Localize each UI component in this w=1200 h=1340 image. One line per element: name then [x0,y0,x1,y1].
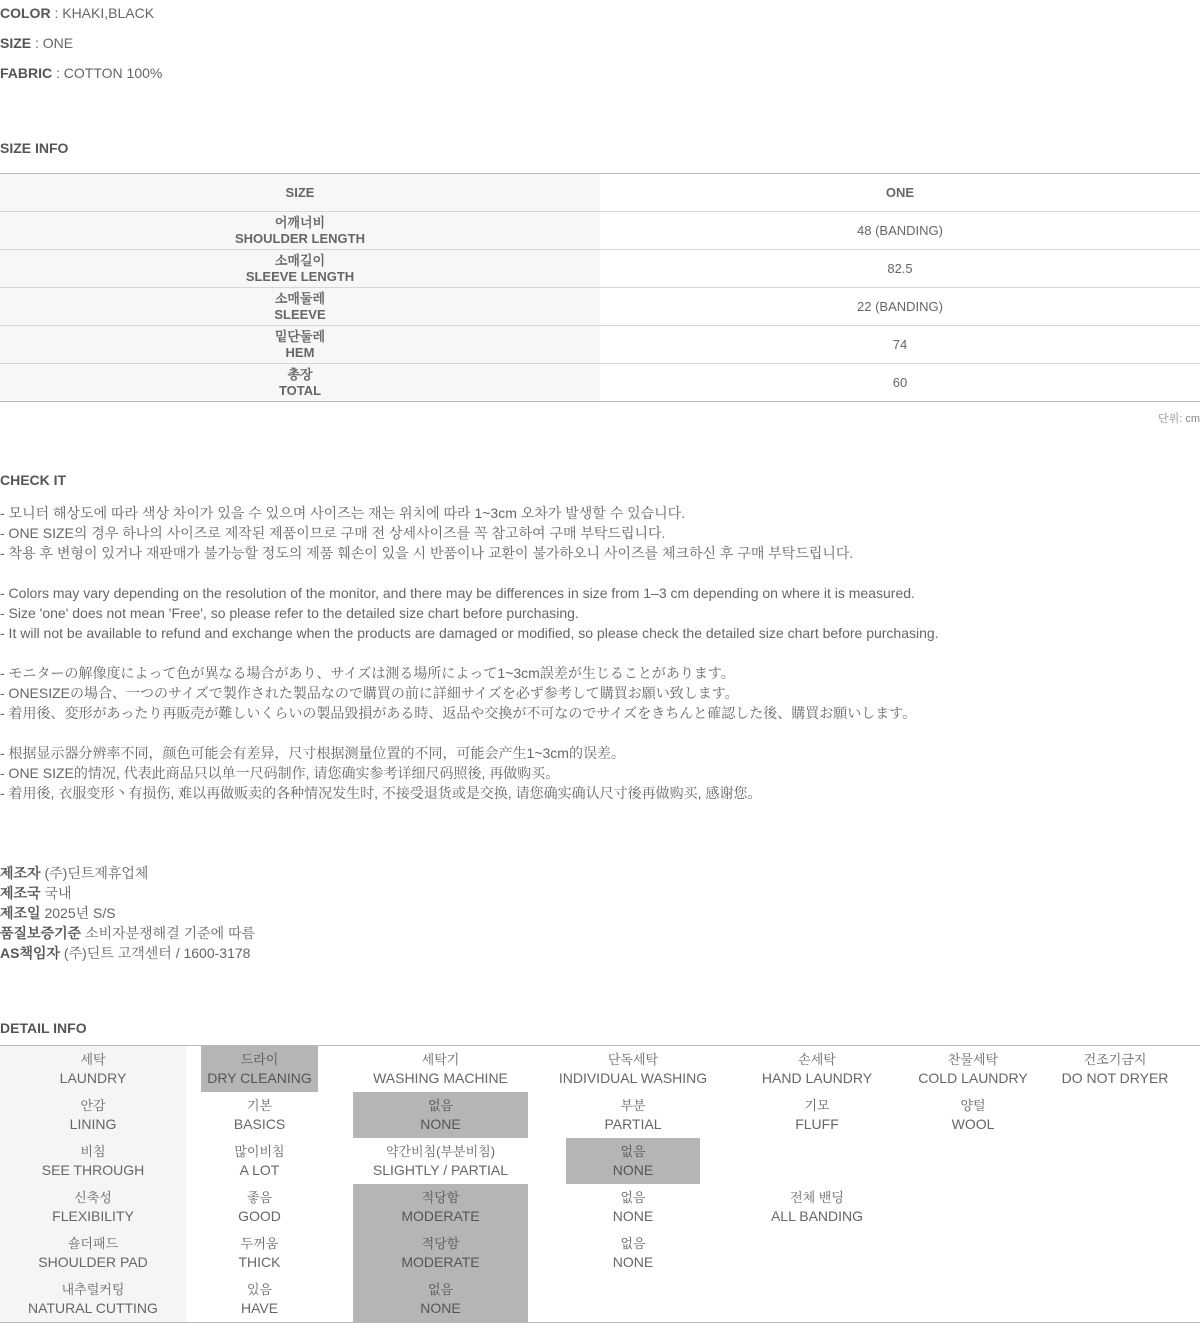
detail-cell-content [0,1046,186,1092]
spec-value: COTTON 100% [63,65,163,81]
detail-cell-content [718,1184,916,1230]
detail-text-ko: 신축성 [74,1190,112,1205]
detail-option-selected [186,1046,333,1093]
detail-cell-content [0,1230,186,1276]
detail-text-ko: 세탁기 [421,1052,460,1067]
maker-value: 국내 [44,885,72,901]
detail-cell-content [0,1092,186,1138]
maker-line [0,943,1200,963]
detail-text-ko: 약간비침(부분비침) [385,1144,496,1159]
detail-option [916,1184,1030,1230]
maker-label: 제조일 [0,905,41,921]
note-line: - ONE SIZE의 경우 하나의 사이즈로 제작된 제품이므로 구매 전 상세사이즈를 꼭 참고하여 구매 부탁드립니다. [0,525,666,541]
detail-cell-content [718,1046,916,1092]
detail-option [548,1184,718,1230]
detail-row-label [0,1230,186,1276]
detail-cell-content [718,1276,916,1322]
detail-text-ko: 비침 [80,1144,106,1159]
detail-cell-content [718,1230,916,1276]
detail-cell-content [916,1184,1030,1230]
detail-option [916,1138,1030,1184]
detail-text-ko: 두꺼움 [240,1236,279,1251]
detail-option [1030,1138,1200,1184]
detail-row [0,1230,1200,1276]
notes-korean [0,503,1200,563]
detail-cell-content [186,1138,333,1184]
check-it-notes [0,503,1200,803]
detail-text-ko: 건조기금지 [1083,1052,1147,1067]
detail-text-en: INDIVIDUAL WASHING [558,1070,708,1086]
size-row-label [0,212,600,250]
size-label-en: SHOULDER LENGTH [235,230,365,246]
size-row [0,250,1200,288]
size-label-ko: 어깨너비 [274,214,326,230]
detail-cell-content [353,1230,528,1276]
detail-cell-content [548,1184,718,1230]
detail-cell-content [916,1092,1030,1138]
detail-text-ko: 단독세탁 [607,1052,659,1067]
size-header-value: ONE [600,174,1200,212]
note-line: - モニターの解像度によって色が異なる場合があり、サイズは測る場所によって1~3cm誤差が生じることがあります。 [0,665,735,681]
size-label-ko: 총장 [287,366,313,382]
detail-cell-content [916,1230,1030,1276]
note-line: - 착용 후 변형이 있거나 재판매가 불가능할 정도의 제품 훼손이 있을 시 반품이나 교환이 불가하오니 사이즈를 체크하신 후 구매 부탁드립니다. [0,545,854,561]
detail-option [916,1046,1030,1093]
detail-text-en: WASHING MACHINE [373,1070,508,1086]
spec-fabric: FABRIC : COTTON 100% [0,65,163,81]
spec-label: FABRIC [0,65,53,81]
note-line: - 着用後、変形があったり再販売が難しいくらいの製品毀損がある時、返品や交換が不可なのでサイズをきちんと確認した後、購買お願いします。 [0,705,917,721]
detail-cell-content [186,1230,333,1276]
detail-text-en: BASICS [233,1116,286,1132]
notes-english [0,583,1200,643]
detail-text-en: WOOL [951,1116,995,1132]
detail-option [186,1276,333,1323]
detail-cell-content [916,1138,1030,1184]
detail-text-en: FLEXIBILITY [52,1208,134,1224]
detail-option [718,1046,916,1093]
size-table [0,173,1200,402]
detail-row-label [0,1184,186,1230]
spec-list [0,0,1200,88]
detail-row-label [0,1092,186,1138]
size-table-header [0,174,1200,212]
detail-text-ko: 기본 [246,1098,273,1113]
detail-text-ko: 적당함 [421,1236,460,1251]
detail-cell-content [548,1046,718,1092]
detail-text-en: NONE [420,1116,461,1132]
check-it-title: CHECK IT [0,472,67,488]
detail-option [718,1138,916,1184]
detail-text-en: THICK [238,1254,281,1270]
detail-text-ko: 부분 [620,1098,646,1113]
detail-option-selected [333,1184,548,1230]
size-unit-note: 단위: cm [1157,413,1200,425]
detail-text-ko: 없음 [427,1098,454,1113]
detail-cell-content [1030,1230,1200,1276]
detail-option [186,1184,333,1230]
maker-line [0,863,1200,883]
detail-text-en: MODERATE [401,1254,480,1270]
detail-text-en: HAVE [240,1300,279,1316]
detail-cell-content [916,1276,1030,1322]
detail-row [0,1046,1200,1093]
size-row-value: 74 [600,326,1200,364]
detail-cell-content [186,1184,333,1230]
detail-cell-content [548,1276,718,1322]
size-info-title: SIZE INFO [0,140,69,156]
detail-option [186,1138,333,1184]
detail-row [0,1092,1200,1138]
note-line: - Size 'one' does not mean 'Free', so please refer to the detailed size chart before purchasing. [0,605,579,621]
size-label-ko: 밑단둘레 [274,328,326,344]
detail-option-selected [333,1092,548,1138]
detail-row [0,1138,1200,1184]
detail-text-en: A LOT [239,1162,280,1178]
size-header-label: SIZE [0,174,600,212]
detail-cell-content [718,1092,916,1138]
detail-option [1030,1230,1200,1276]
detail-option [718,1230,916,1276]
detail-option-selected [333,1230,548,1276]
detail-cell-content [916,1046,1030,1092]
maker-line [0,903,1200,923]
detail-text-en: MODERATE [401,1208,480,1224]
size-row-value: 60 [600,364,1200,402]
detail-text-en: HAND LAUNDRY [761,1070,873,1086]
maker-label: AS책임자 [0,945,61,961]
note-line: - ONESIZEの場合、一つのサイズで製作された製品なので購買の前に詳細サイズを必ず参考して購買お願い致します。 [0,685,739,701]
detail-cell-content [0,1138,186,1184]
maker-value: (주)딘트제휴업체 [44,865,149,881]
detail-table [0,1045,1200,1323]
detail-option [718,1092,916,1138]
detail-text-ko: 없음 [620,1236,646,1251]
detail-cell-content [566,1138,700,1184]
detail-text-ko: 없음 [620,1190,646,1205]
detail-row-label [0,1276,186,1323]
detail-text-ko: 드라이 [240,1052,279,1067]
detail-cell-content [1030,1276,1200,1322]
detail-cell-content [353,1276,528,1322]
note-line: - 모니터 해상도에 따라 색상 차이가 있을 수 있으며 사이즈는 재는 위치에 따라 1~3cm 오차가 발생할 수 있습니다. [0,505,686,521]
detail-option [186,1092,333,1138]
size-row-label [0,326,600,364]
detail-row [0,1276,1200,1323]
detail-option [548,1230,718,1276]
detail-cell-content [1030,1092,1200,1138]
detail-text-ko: 있음 [246,1282,273,1297]
detail-option [186,1230,333,1276]
detail-text-ko: 찬물세탁 [947,1052,999,1067]
maker-info [0,863,1200,963]
spec-label: SIZE [0,35,32,51]
detail-text-en: DO NOT DRYER [1061,1070,1169,1086]
spec-size: SIZE : ONE [0,35,74,51]
size-row [0,288,1200,326]
detail-text-ko: 전체 밴딩 [790,1190,844,1205]
detail-text-en: COLD LAUNDRY [918,1070,1028,1086]
detail-option [333,1046,548,1093]
detail-text-en: PARTIAL [604,1116,662,1132]
detail-text-en: LINING [69,1116,117,1132]
detail-text-ko: 내추럴커팅 [61,1282,125,1297]
detail-text-ko: 적당함 [421,1190,460,1205]
spec-value: KHAKI,BLACK [62,5,155,21]
spec-color: COLOR : KHAKI,BLACK [0,5,155,21]
size-label-en: SLEEVE LENGTH [245,268,355,284]
detail-text-en: NATURAL CUTTING [28,1300,158,1316]
detail-option-selected [333,1276,548,1323]
size-row-value: 22 (BANDING) [600,288,1200,326]
detail-text-en: NONE [612,1208,654,1224]
detail-cell-content [0,1276,186,1322]
detail-option [1030,1046,1200,1093]
size-row-value: 48 (BANDING) [600,212,1200,250]
note-line: - ONE SIZE的情况, 代表此商品只以单一尺码制作, 请您确实参考详细尺码照後, 再做购买。 [0,765,560,781]
detail-cell-content [333,1138,548,1184]
detail-text-en: ALL BANDING [770,1208,864,1224]
detail-text-ko: 세탁 [80,1052,106,1067]
maker-value: 소비자분쟁해결 기준에 따름 [85,925,256,941]
detail-option [1030,1184,1200,1230]
detail-cell-content [548,1230,718,1276]
notes-chinese [0,743,1200,803]
size-label-en: HEM [285,344,315,360]
maker-label: 품질보증기준 [0,925,82,941]
detail-row-label [0,1046,186,1093]
maker-value: (주)딘트 고객센터 / 1600-3178 [63,945,251,961]
detail-text-ko: 양털 [960,1098,986,1113]
size-row [0,212,1200,250]
detail-text-ko: 손세탁 [798,1052,836,1067]
detail-option [333,1138,548,1184]
detail-cell-content [1030,1184,1200,1230]
detail-text-en: LAUNDRY [59,1070,127,1086]
detail-text-en: NONE [420,1300,461,1316]
detail-option [1030,1092,1200,1138]
detail-text-ko: 없음 [620,1144,646,1159]
note-line: - Colors may vary depending on the resolution of the monitor, and there may be differences in size from 1–3 cm depending on where it is measured. [0,585,915,601]
detail-text-ko: 숄더패드 [67,1236,119,1251]
detail-option [548,1046,718,1093]
detail-text-ko: 좋음 [246,1190,273,1205]
detail-option [1030,1276,1200,1323]
maker-label: 제조자 [0,865,41,881]
detail-text-en: SLIGHTLY / PARTIAL [372,1162,509,1178]
spec-label: COLOR [0,5,51,21]
detail-option [718,1276,916,1323]
size-row-value: 82.5 [600,250,1200,288]
detail-text-ko: 안감 [80,1098,106,1113]
detail-cell-content [718,1138,916,1184]
detail-text-en: SEE THROUGH [41,1162,145,1178]
detail-text-en: NONE [612,1254,654,1270]
detail-text-en: GOOD [238,1208,281,1224]
notes-japanese [0,663,1200,723]
maker-value: 2025년 S/S [44,905,116,921]
maker-line [0,883,1200,903]
detail-option [916,1230,1030,1276]
maker-label: 제조국 [0,885,41,901]
detail-cell-content [0,1184,186,1230]
detail-cell-content [353,1092,528,1138]
detail-option-selected [548,1138,718,1184]
spec-value: ONE [42,35,74,51]
detail-text-en: SHOULDER PAD [38,1254,148,1270]
size-row [0,364,1200,402]
detail-row [0,1184,1200,1230]
detail-cell-content [1030,1046,1200,1092]
detail-text-en: DRY CLEANING [207,1070,312,1086]
detail-option [548,1276,718,1323]
detail-option [548,1092,718,1138]
size-label-ko: 소매둘레 [274,290,326,306]
detail-text-en: NONE [612,1162,654,1178]
size-row-label [0,250,600,288]
detail-cell-content [186,1276,333,1322]
detail-option [916,1276,1030,1323]
detail-cell-content [353,1184,528,1230]
maker-line [0,923,1200,943]
size-label-en: SLEEVE [274,306,326,322]
size-label-en: TOTAL [278,382,322,398]
detail-option [718,1184,916,1230]
detail-info-title: DETAIL INFO [0,1020,87,1036]
detail-cell-content [201,1046,318,1092]
detail-row-label [0,1138,186,1184]
detail-cell-content [1030,1138,1200,1184]
note-line: - It will not be available to refund and exchange when the products are damaged or modified, so please check the detailed size chart before purchasing. [0,625,939,641]
detail-cell-content [548,1092,718,1138]
size-label-ko: 소매길이 [274,252,326,268]
detail-text-ko: 기모 [804,1098,830,1113]
note-line: - 根据显示器分辨率不同，颜色可能会有差异，尺寸根据测量位置的不同，可能会产生1~3cm的误差。 [0,745,625,761]
size-row-label [0,364,600,402]
detail-text-en: FLUFF [795,1116,839,1132]
detail-cell-content [333,1046,548,1092]
note-line: - 着用後, 衣服变形丶有损伤, 难以再做贩卖的各种情况发生时, 不接受退货或是交换, 请您确实确认尺寸後再做购买, 感谢您。 [0,785,762,801]
size-row-label [0,288,600,326]
detail-cell-content [186,1092,333,1138]
detail-text-ko: 많이비침 [234,1144,285,1159]
detail-text-ko: 없음 [427,1282,454,1297]
size-row [0,326,1200,364]
detail-option [916,1092,1030,1138]
